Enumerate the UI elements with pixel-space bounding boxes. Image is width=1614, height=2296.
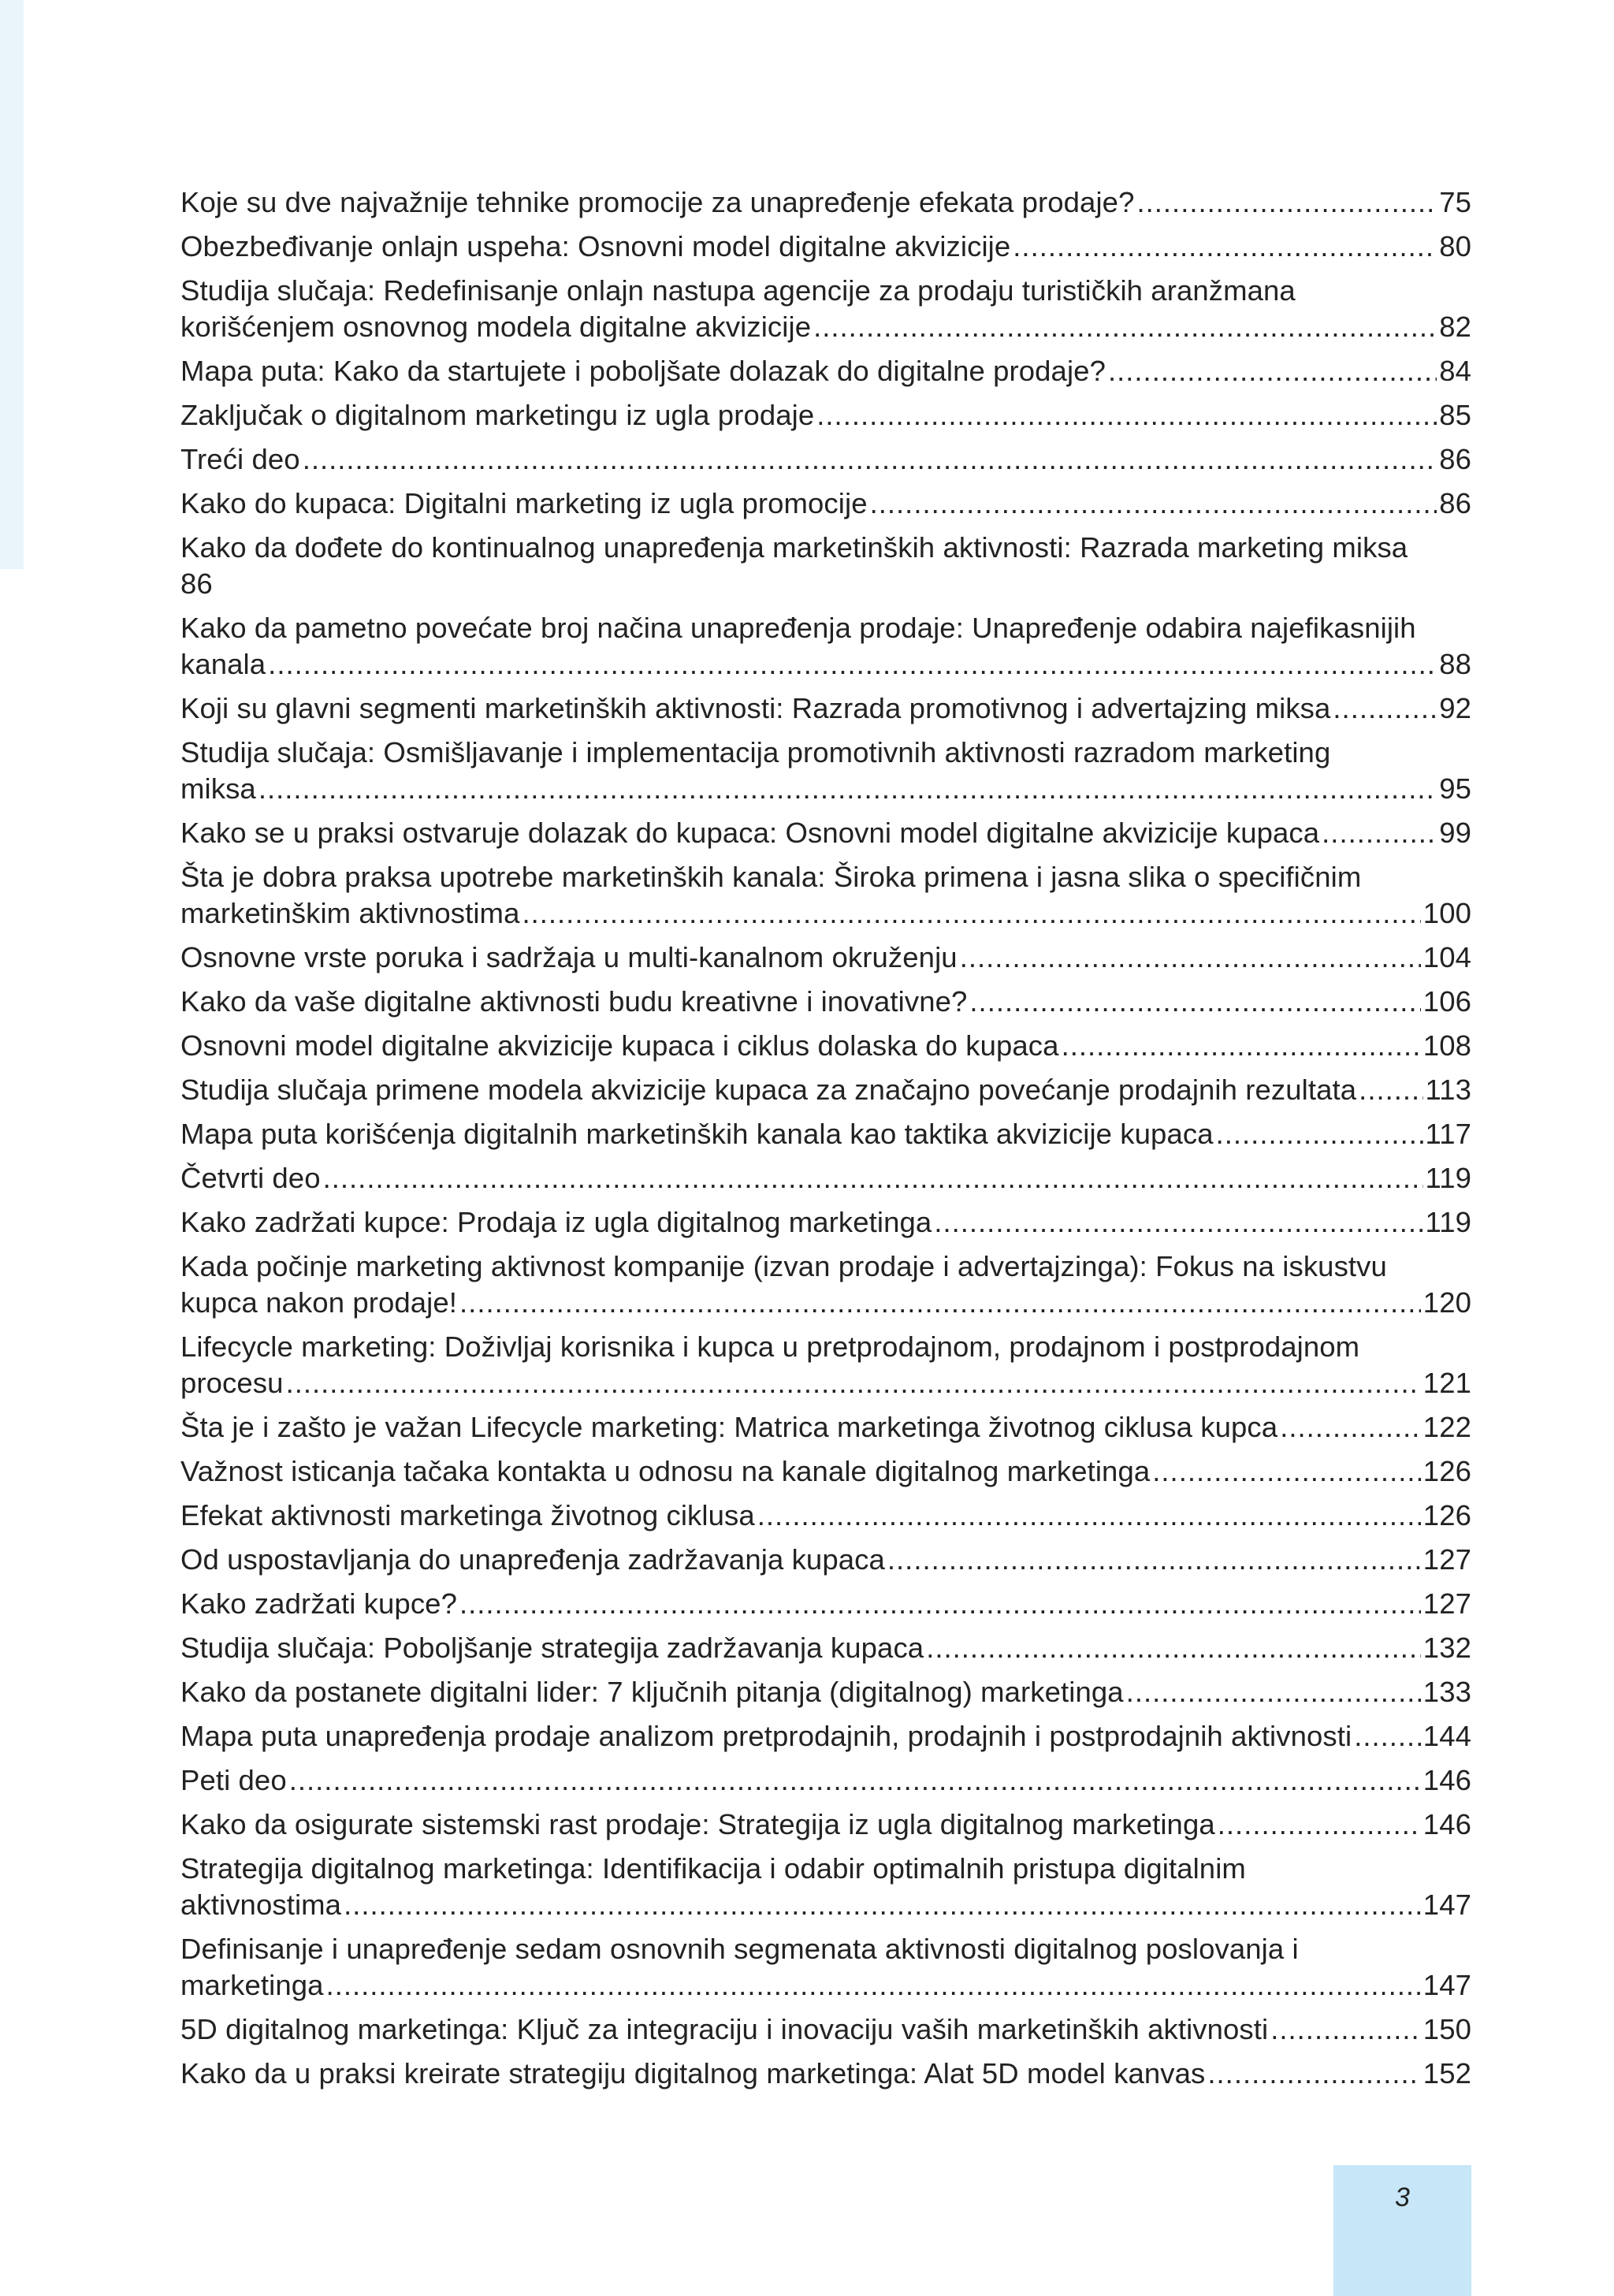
toc-entry-title: Studija slučaja: Redefinisanje onlajn nastupa agencije za prodaju turističkih aranžmana <box>180 274 1296 307</box>
dot-leader <box>1152 1453 1421 1490</box>
dot-leader <box>813 309 1437 345</box>
dot-leader <box>289 1762 1421 1799</box>
dot-leader <box>1218 1807 1421 1843</box>
toc-entry[interactable] <box>180 1542 1471 1578</box>
toc-entry[interactable] <box>180 1498 1471 1534</box>
toc-entry[interactable] <box>180 610 1471 683</box>
toc-entry-title: Četvrti deo <box>180 1162 321 1194</box>
toc-entry-page: 146 <box>1422 1764 1471 1796</box>
toc-entry-title: Kako se u praksi ostvaruje dolazak do kupaca: Osnovni model digitalne akvizicije kupaca <box>180 817 1320 849</box>
toc-entry[interactable] <box>180 1248 1471 1321</box>
dot-leader <box>286 1365 1421 1401</box>
dot-leader <box>1126 1674 1421 1710</box>
toc-entry[interactable] <box>180 1931 1471 2004</box>
toc-entry[interactable] <box>180 229 1471 265</box>
dot-leader <box>1013 229 1437 265</box>
toc-entry[interactable] <box>180 1072 1471 1108</box>
dot-leader <box>757 1498 1421 1534</box>
dot-leader <box>1354 1718 1421 1755</box>
toc-entry-page: 86 <box>1439 487 1471 519</box>
toc-entry-page: 82 <box>1439 311 1471 343</box>
toc-entry-title: Zaključak o digitalnom marketingu iz ugla prodaje <box>180 399 815 431</box>
dot-leader <box>459 1285 1421 1321</box>
toc-entry-page: 120 <box>1422 1286 1471 1319</box>
dot-leader <box>1216 1116 1423 1152</box>
dot-leader <box>522 895 1420 932</box>
toc-entry-title: Kako da vaše digitalne aktivnosti budu kreativne i inovativne? <box>180 985 968 1018</box>
toc-entry-title: Peti deo <box>180 1764 287 1796</box>
dot-leader <box>1207 2056 1420 2092</box>
toc-entry-title-continued: marketinškim aktivnostima <box>180 897 520 929</box>
toc-entry-title: Kako zadržati kupce: Prodaja iz ugla digitalnog marketinga <box>180 1206 932 1238</box>
dot-leader <box>303 441 1437 478</box>
toc-entry[interactable] <box>180 1160 1471 1196</box>
toc-entry-page: 127 <box>1422 1587 1471 1620</box>
toc-entry-page: 121 <box>1422 1367 1471 1399</box>
toc-entry-page: 122 <box>1422 1411 1471 1443</box>
toc-entry-title: Mapa puta korišćenja digitalnih marketinških kanala kao taktika akvizicije kupaca <box>180 1118 1214 1150</box>
toc-entry-title: Kako zadržati kupce? <box>180 1587 457 1620</box>
dot-leader <box>816 397 1437 434</box>
toc-entry[interactable] <box>180 441 1471 478</box>
toc-entry-page: 86 <box>1439 443 1471 475</box>
toc-entry-page: 127 <box>1422 1543 1471 1576</box>
toc-entry[interactable] <box>180 273 1471 345</box>
toc-entry-page: 106 <box>1422 985 1471 1018</box>
toc-entry[interactable] <box>180 1807 1471 1843</box>
toc-entry-page: 95 <box>1439 772 1471 805</box>
toc-entry[interactable] <box>180 397 1471 434</box>
toc-entry-page: 152 <box>1422 2057 1471 2089</box>
toc-entry-title-continued: kupca nakon prodaje! <box>180 1286 458 1319</box>
dot-leader <box>344 1887 1421 1923</box>
toc-entry[interactable] <box>180 353 1471 389</box>
toc-entry-page: 147 <box>1422 1969 1471 2001</box>
toc-entry-title: Od uspostavljanja do unapređenja zadržavanja kupaca <box>180 1543 885 1576</box>
toc-entry[interactable] <box>180 859 1471 932</box>
toc-entry-title: Koji su glavni segmenti marketinških aktivnosti: Razrada promotivnog i advertajzing miksa <box>180 692 1331 724</box>
toc-entry-title-continued: korišćenjem osnovnog modela digitalne akvizicije <box>180 311 812 343</box>
toc-entry-title: Osnovne vrste poruka i sadržaja u multi-kanalnom okruženju <box>180 941 958 973</box>
toc-entry-page: 75 <box>1439 186 1471 218</box>
dot-leader <box>1280 1409 1421 1446</box>
toc-entry-title: Efekat aktivnosti marketinga životnog ciklusa <box>180 1499 755 1531</box>
toc-entry-title: Kada počinje marketing aktivnost kompanije (izvan prodaje i advertajzinga): Fokus na iskustvu <box>180 1250 1387 1282</box>
toc-entry-page: 108 <box>1422 1029 1471 1062</box>
toc-entry[interactable] <box>180 1453 1471 1490</box>
dot-leader <box>459 1586 1421 1622</box>
toc-entry-page: 126 <box>1422 1499 1471 1531</box>
toc-entry-title: Šta je dobra praksa upotrebe marketinških kanala: Široka primena i jasna slika o specifičnim <box>180 861 1362 893</box>
toc-entry-title: Studija slučaja: Osmišljavanje i implementacija promotivnih aktivnosti razradom marketing <box>180 736 1331 768</box>
toc-entry-title: Važnost isticanja tačaka kontakta u odnosu na kanale digitalnog marketinga <box>180 1455 1151 1487</box>
toc-entry-page: 119 <box>1425 1206 1471 1238</box>
dot-leader <box>960 940 1421 976</box>
toc-entry-title-continued: kanala <box>180 648 266 680</box>
dot-leader <box>1333 690 1437 727</box>
toc-entry-title-continued: miksa <box>180 772 256 805</box>
dot-leader <box>1322 815 1437 851</box>
dot-leader <box>326 1967 1421 2004</box>
toc-entry[interactable] <box>180 1851 1471 1923</box>
toc-entry-page: 104 <box>1422 941 1471 973</box>
toc-entry-page: 132 <box>1422 1632 1471 1664</box>
toc-entry[interactable] <box>180 815 1471 851</box>
toc-entry-title: Kako da osigurate sistemski rast prodaje: Strategija iz ugla digitalnog marketinga <box>180 1808 1215 1840</box>
toc-entry-page: 99 <box>1439 817 1471 849</box>
toc-entry-title-continued: aktivnostima <box>180 1889 342 1921</box>
toc-entry-page: 84 <box>1439 355 1471 387</box>
toc-entry-title-continued: procesu <box>180 1367 284 1399</box>
dot-leader <box>1136 184 1437 221</box>
toc-entry-page: 80 <box>1439 230 1471 262</box>
dot-leader <box>887 1542 1421 1578</box>
toc-entry[interactable] <box>180 184 1471 221</box>
toc-entry-title: Obezbeđivanje onlajn uspeha: Osnovni model digitalne akvizicije <box>180 230 1011 262</box>
toc-entry-page: 144 <box>1422 1720 1471 1752</box>
toc-entry-title-continued: marketinga <box>180 1969 324 2001</box>
toc-entry[interactable] <box>180 1674 1471 1710</box>
dot-leader <box>969 984 1420 1020</box>
toc-entry-page: 126 <box>1422 1455 1471 1487</box>
toc-entry-title: Kako da postanete digitalni lider: 7 ključnih pitanja (digitalnog) marketinga <box>180 1676 1124 1708</box>
toc-entry-title: Osnovni model digitalne akvizicije kupaca i ciklus dolaska do kupaca <box>180 1029 1059 1062</box>
toc-entry-title: Mapa puta unapređenja prodaje analizom pretprodajnih, prodajnih i postprodajnih aktivnosti <box>180 1720 1352 1752</box>
toc-entry[interactable] <box>180 1329 1471 1401</box>
toc-entry[interactable] <box>180 1586 1471 1622</box>
toc-entry-page: 117 <box>1425 1118 1471 1150</box>
toc-entry-title: Kako do kupaca: Digitalni marketing iz ugla promocije <box>180 487 868 519</box>
dot-leader <box>870 486 1437 522</box>
dot-leader <box>258 771 1437 807</box>
toc-entry[interactable] <box>180 690 1471 727</box>
toc-entry-title: Studija slučaja primene modela akvizicije kupaca za značajno povećanje prodajnih rezultata <box>180 1074 1357 1106</box>
page-number-tab <box>1333 2165 1471 2296</box>
table-of-contents <box>180 184 1471 2100</box>
toc-entry[interactable] <box>180 1762 1471 1799</box>
toc-entry-title: Lifecycle marketing: Doživljaj korisnika i kupca u pretprodajnom, prodajnom i postprodajnom <box>180 1330 1360 1363</box>
toc-entry[interactable] <box>180 1409 1471 1446</box>
toc-entry-title: Koje su dve najvažnije tehnike promocije za unapređenje efekata prodaje? <box>180 186 1135 218</box>
toc-entry[interactable] <box>180 1028 1471 1064</box>
toc-entry-title: Kako da dođete do kontinualnog unapređenja marketinških aktivnosti: Razrada marketing miksa <box>180 531 1408 564</box>
toc-entry-page: 146 <box>1422 1808 1471 1840</box>
dot-leader <box>1062 1028 1421 1064</box>
toc-entry[interactable] <box>180 984 1471 1020</box>
toc-entry[interactable] <box>180 486 1471 522</box>
toc-entry-page: 88 <box>1439 648 1471 680</box>
toc-entry-page: 133 <box>1422 1676 1471 1708</box>
toc-entry-page: 92 <box>1439 692 1471 724</box>
toc-entry-title: Kako da u praksi kreirate strategiju digitalnog marketinga: Alat 5D model kanvas <box>180 2057 1206 2089</box>
toc-entry-page: 100 <box>1422 897 1471 929</box>
toc-entry[interactable] <box>180 2056 1471 2092</box>
toc-entry[interactable] <box>180 1116 1471 1152</box>
toc-entry-title: Treći deo <box>180 443 300 475</box>
toc-entry-title: Studija slučaja: Poboljšanje strategija zadržavanja kupaca <box>180 1632 924 1664</box>
dot-leader <box>268 646 1437 683</box>
dot-leader <box>934 1204 1422 1241</box>
toc-entry[interactable] <box>180 940 1471 976</box>
toc-entry-title: Mapa puta: Kako da startujete i poboljšate dolazak do digitalne prodaje? <box>180 355 1106 387</box>
dot-leader <box>323 1160 1423 1196</box>
toc-entry-page: 150 <box>1422 2013 1471 2045</box>
toc-entry[interactable] <box>180 735 1471 807</box>
toc-entry-title: Strategija digitalnog marketinga: Identifikacija i odabir optimalnih pristupa digitalnim <box>180 1852 1246 1885</box>
toc-entry-page: 113 <box>1425 1074 1471 1106</box>
dot-leader <box>1270 2011 1421 2048</box>
toc-entry-title: Definisanje i unapređenje sedam osnovnih segmenata aktivnosti digitalnog poslovanja i <box>180 1933 1299 1965</box>
side-accent-strip <box>0 0 24 569</box>
toc-entry-title: Šta je i zašto je važan Lifecycle marketing: Matrica marketinga životnog ciklusa kupca <box>180 1411 1278 1443</box>
toc-entry[interactable] <box>180 1630 1471 1666</box>
toc-entry-page: 85 <box>1439 399 1471 431</box>
dot-leader <box>1108 353 1437 389</box>
toc-entry-page: 147 <box>1422 1889 1471 1921</box>
page-number: 3 <box>1395 2183 1410 2212</box>
toc-entry[interactable] <box>180 2011 1471 2048</box>
toc-entry-title: Kako da pametno povećate broj načina unapređenja prodaje: Unapređenje odabira najefikasnijih <box>180 612 1416 644</box>
toc-entry-page: 119 <box>1425 1162 1471 1194</box>
toc-entry[interactable] <box>180 530 1471 602</box>
toc-entry[interactable] <box>180 1204 1471 1241</box>
toc-entry-title: 5D digitalnog marketinga: Ključ za integraciju i inovaciju vaših marketinških aktivnosti <box>180 2013 1269 2045</box>
dot-leader <box>1359 1072 1422 1108</box>
dot-leader <box>926 1630 1421 1666</box>
toc-entry[interactable] <box>180 1718 1471 1755</box>
toc-entry-page: 86 <box>180 567 213 600</box>
